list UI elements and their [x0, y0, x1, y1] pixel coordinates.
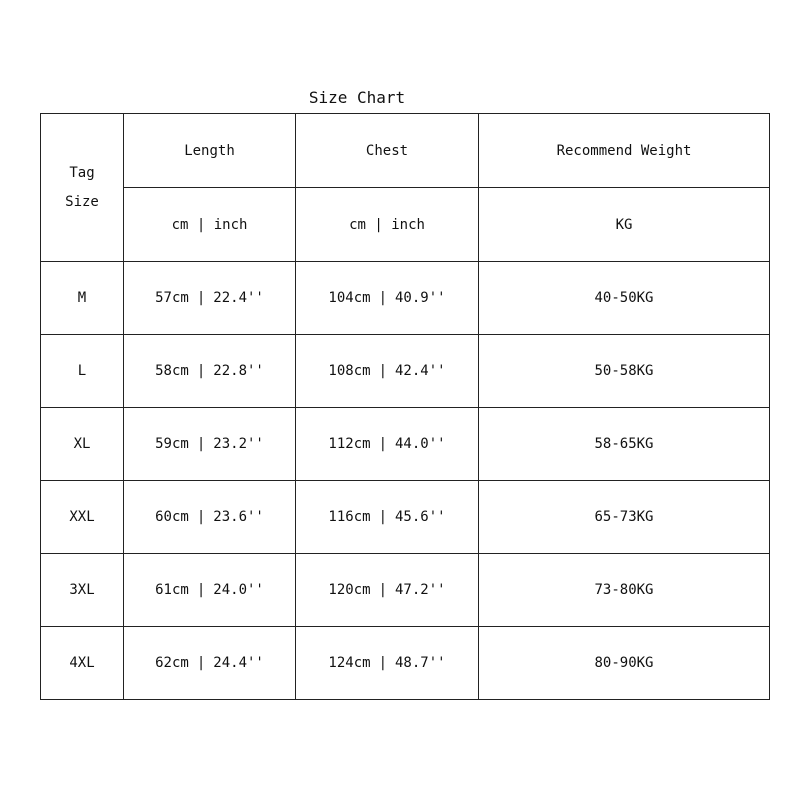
length-cell-inch: 22.4'' [213, 290, 264, 306]
table-row [41, 481, 770, 554]
header-row-units [41, 188, 770, 262]
chest-cell-inch: 45.6'' [395, 509, 446, 525]
weight-cell: 50-58KG [479, 335, 770, 408]
length-cell-cm: 60cm [155, 509, 189, 525]
size-cell: XXL [41, 481, 124, 554]
size-rows [41, 262, 770, 700]
weight-cell: 65-73KG [479, 481, 770, 554]
chest-cell-cm: 124cm [328, 655, 371, 671]
chest-cell-inch: 44.0'' [395, 436, 446, 452]
length-cell-cm: 61cm [155, 582, 189, 598]
size-cell: 3XL [41, 554, 124, 627]
chest-cell-inch: 42.4'' [395, 363, 446, 379]
separator: | [196, 655, 206, 671]
size-cell: 4XL [41, 627, 124, 700]
length-cell-cm: 62cm [155, 655, 189, 671]
separator: | [378, 363, 387, 379]
chest-cell-cm: 112cm [328, 436, 371, 452]
length-cell [124, 335, 296, 408]
table-row [41, 335, 770, 408]
chest-cell-inch: 48.7'' [395, 655, 446, 671]
tag-size-label-line2: Size [65, 193, 99, 210]
chart-title: Size Chart [308, 88, 406, 107]
length-header: Length [124, 114, 296, 188]
table-row [41, 554, 770, 627]
weight-cell: 40-50KG [479, 262, 770, 335]
length-units: cm | inch [124, 188, 296, 262]
length-cell-inch: 24.0'' [213, 582, 264, 598]
chest-header: Chest [296, 114, 479, 188]
separator: | [378, 290, 387, 306]
weight-units: KG [479, 188, 770, 262]
separator: | [378, 655, 387, 671]
length-cell-cm: 57cm [155, 290, 189, 306]
length-cell [124, 481, 296, 554]
chest-cell [296, 408, 479, 481]
chest-cell [296, 627, 479, 700]
separator: | [196, 363, 206, 379]
weight-header: Recommend Weight [479, 114, 770, 188]
chest-cell [296, 554, 479, 627]
chest-units: cm | inch [296, 188, 479, 262]
chest-cell [296, 262, 479, 335]
table-row [41, 408, 770, 481]
weight-cell: 73-80KG [479, 554, 770, 627]
size-chart-table [40, 113, 770, 700]
separator: | [378, 436, 387, 452]
chest-cell-cm: 104cm [328, 290, 371, 306]
chest-cell-inch: 47.2'' [395, 582, 446, 598]
size-cell: M [41, 262, 124, 335]
separator: | [196, 509, 206, 525]
length-cell-cm: 58cm [155, 363, 189, 379]
length-cell-cm: 59cm [155, 436, 189, 452]
chest-cell-inch: 40.9'' [395, 290, 446, 306]
tag-size-label-line1: Tag [69, 164, 95, 181]
header-row-labels [41, 114, 770, 188]
length-cell-inch: 22.8'' [213, 363, 264, 379]
separator: | [378, 582, 387, 598]
table-row [41, 627, 770, 700]
table-row [41, 262, 770, 335]
length-cell-inch: 24.4'' [213, 655, 264, 671]
separator: | [378, 509, 387, 525]
size-cell: XL [41, 408, 124, 481]
length-cell [124, 627, 296, 700]
length-cell [124, 262, 296, 335]
chest-cell-cm: 108cm [328, 363, 371, 379]
chest-cell [296, 335, 479, 408]
size-cell: L [41, 335, 124, 408]
separator: | [196, 290, 206, 306]
length-cell [124, 554, 296, 627]
chest-cell [296, 481, 479, 554]
length-cell-inch: 23.6'' [213, 509, 264, 525]
weight-cell: 58-65KG [479, 408, 770, 481]
length-cell [124, 408, 296, 481]
separator: | [196, 582, 206, 598]
weight-cell: 80-90KG [479, 627, 770, 700]
chest-cell-cm: 116cm [328, 509, 371, 525]
tag-size-header [41, 114, 124, 262]
separator: | [196, 436, 206, 452]
length-cell-inch: 23.2'' [213, 436, 264, 452]
chest-cell-cm: 120cm [328, 582, 371, 598]
